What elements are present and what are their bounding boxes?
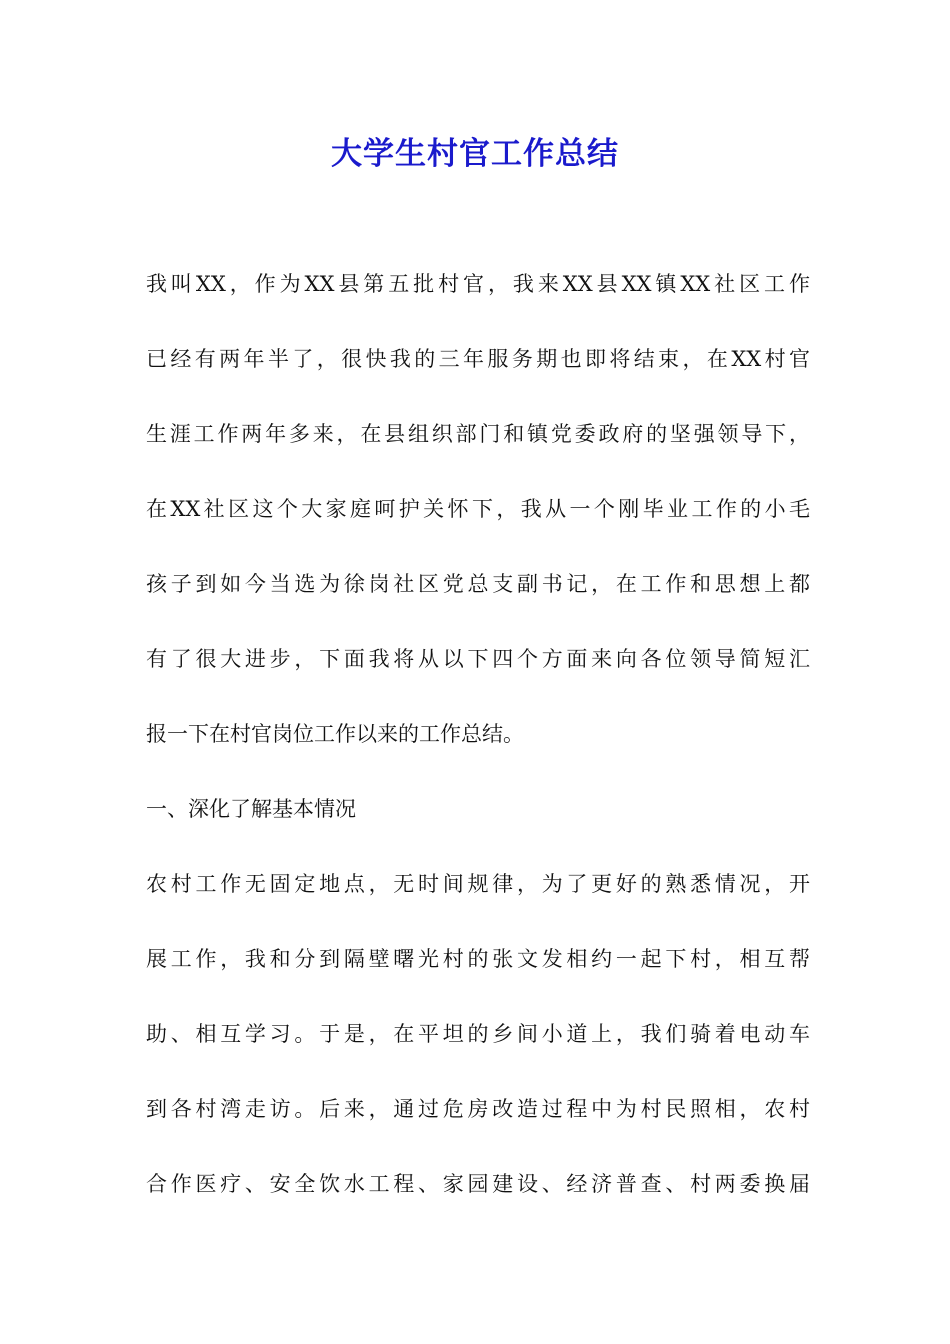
paragraph-line: 农村工作无固定地点，无时间规律，为了更好的熟悉情况，开 — [146, 872, 810, 896]
paragraph-line: 有了很大进步，下面我将从以下四个方面来向各位领导简短汇 — [146, 647, 810, 671]
line-gap — [146, 529, 810, 567]
paragraph-line: 到各村湾走访。后来，通过危房改造过程中为村民照相，农村 — [146, 1097, 810, 1121]
line-gap — [146, 754, 810, 792]
paragraph-line: 孩子到如今当选为徐岗社区党总支副书记，在工作和思想上都 — [146, 572, 810, 596]
paragraph-line: 我叫XX，作为XX县第五批村官，我来XX县XX镇XX社区工作 — [146, 272, 810, 296]
section-heading: 一、深化了解基本情况 — [146, 797, 356, 821]
document-body — [146, 266, 810, 1204]
paragraph-line: 展工作，我和分到隔壁曙光村的张文发相约一起下村，相互帮 — [146, 947, 810, 971]
paragraph-line: 报一下在村官岗位工作以来的工作总结。 — [146, 722, 524, 746]
line-gap — [146, 904, 810, 942]
line-gap — [146, 379, 810, 417]
line-gap — [146, 829, 810, 867]
line-gap — [146, 1054, 810, 1092]
paragraph-line: 在XX社区这个大家庭呵护关怀下，我从一个刚毕业工作的小毛 — [146, 497, 810, 521]
line-gap — [146, 679, 810, 717]
line-gap — [146, 454, 810, 492]
document-title: 大学生村官工作总结 — [331, 136, 619, 172]
line-gap — [146, 1129, 810, 1167]
line-gap — [146, 979, 810, 1017]
paragraph-line: 助、相互学习。于是，在平坦的乡间小道上，我们骑着电动车 — [146, 1022, 810, 1046]
paragraph-line: 生涯工作两年多来，在县组织部门和镇党委政府的坚强领导下， — [146, 422, 810, 446]
line-gap — [146, 304, 810, 342]
paragraph-line: 合作医疗、安全饮水工程、家园建设、经济普查、村两委换届 — [146, 1172, 810, 1196]
paragraph-line: 已经有两年半了，很快我的三年服务期也即将结束，在XX村官 — [146, 347, 810, 371]
line-gap — [146, 604, 810, 642]
